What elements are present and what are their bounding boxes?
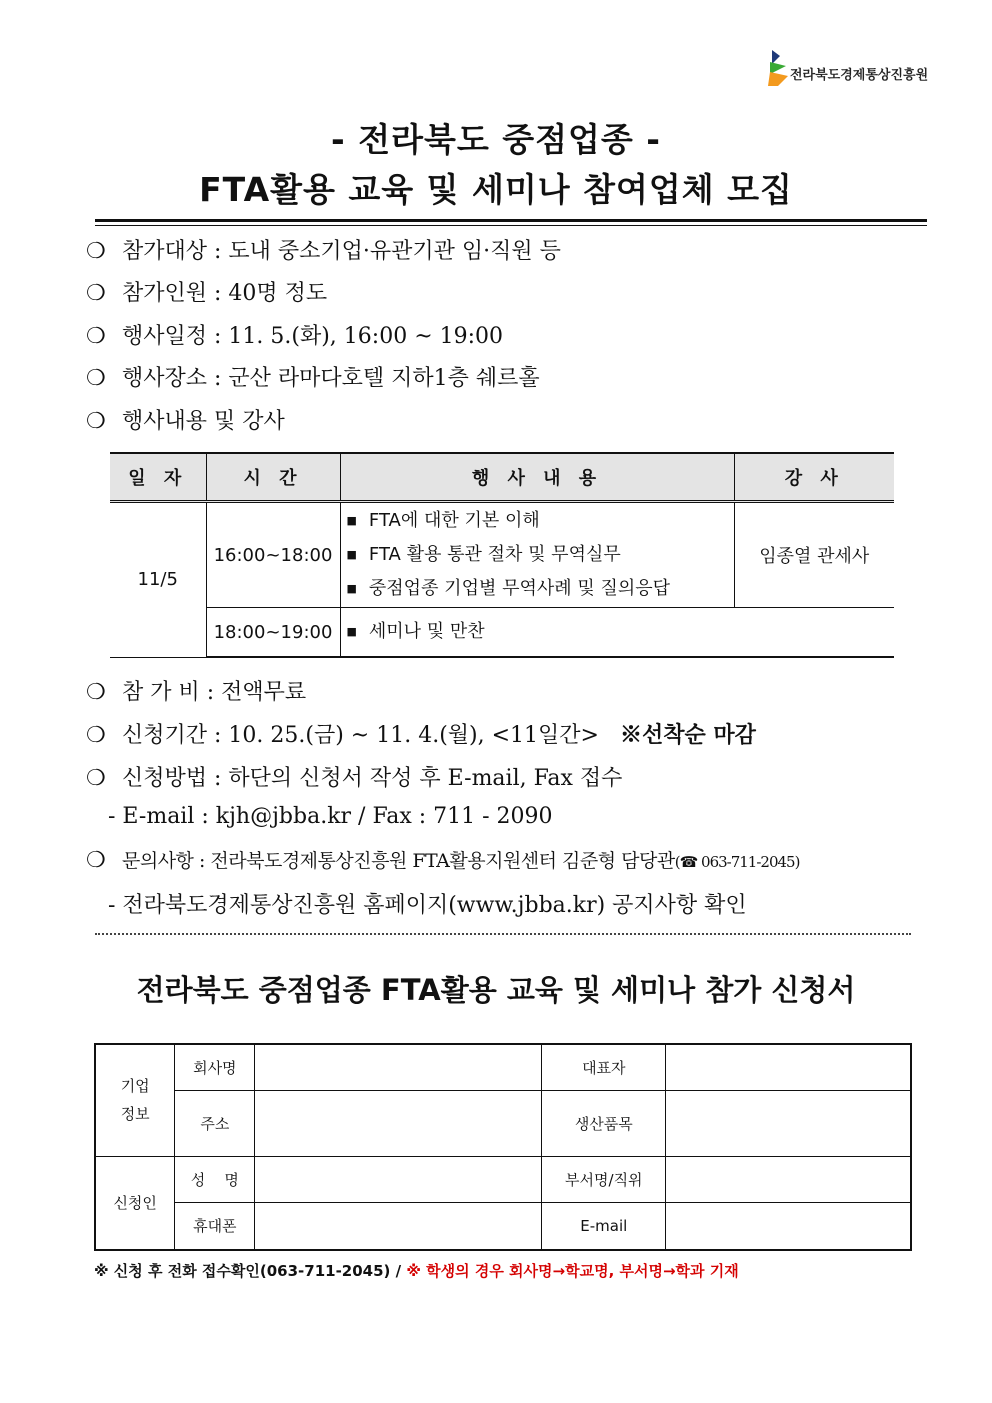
- deadline-note: ※선착순 마감: [619, 722, 756, 748]
- info-period: ❍ 신청기간 : 10. 25.(금) ~ 11. 4.(월), <11일간> ※선착순 마감: [86, 722, 756, 748]
- info-method: ❍ 신청방법 : 하단의 신청서 작성 후 E-mail, Fax 접수: [86, 766, 623, 791]
- form-title: 전라북도 중점업종 FTA활용 교육 및 세미나 참가 신청서: [136, 973, 856, 1007]
- table-row: [110, 608, 894, 658]
- logo-text: 전라북도경제통상진흥원: [790, 68, 929, 83]
- section-divider: [95, 933, 911, 935]
- schedule-table: [110, 452, 894, 658]
- info-schedule: ❍ 행사일정 : 11. 5.(화), 16:00 ~ 19:00: [86, 324, 504, 349]
- dept-field[interactable]: [666, 1156, 911, 1202]
- company-name-field[interactable]: [255, 1044, 542, 1090]
- info-venue: ❍ 행사장소 : 군산 라마다호텔 지하1층 쉐르홀: [86, 366, 540, 391]
- form-label-phone: 휴대폰: [175, 1202, 255, 1250]
- circle-bullet-icon: ❍: [86, 239, 106, 264]
- circle-bullet-icon: ❍: [86, 281, 106, 306]
- form-label-email: E-mail: [542, 1202, 666, 1250]
- form-label-address: 주소: [175, 1090, 255, 1156]
- page-title-line2: FTA활용 교육 및 세미나 참여업체 모집: [199, 170, 793, 209]
- title-divider: [95, 219, 927, 222]
- col-header-lecturer: 강 사: [734, 453, 894, 502]
- list-item: ■ FTA에 대한 기본 이해: [347, 504, 728, 538]
- info-method-contact: - E-mail : kjh@jbba.kr / Fax : 711 - 2090: [108, 804, 553, 829]
- form-label-dept: 부서명/직위: [542, 1156, 666, 1202]
- info-contact: ❍ 문의사항 : 전라북도경제통상진흥원 FTA활용지원센터 김준형 담당관(☎ 063-711-2045): [86, 848, 800, 873]
- schedule-content: [340, 608, 894, 658]
- col-header-time: 시 간: [206, 453, 340, 502]
- circle-bullet-icon: ❍: [86, 848, 106, 873]
- application-form-table: [94, 1043, 912, 1251]
- title-divider-thin: [95, 225, 927, 226]
- list-item: ■ 중점업종 기업별 무역사례 및 질의응답: [347, 572, 728, 606]
- applicant-name-field[interactable]: [255, 1156, 542, 1202]
- info-program: ❍ 행사내용 및 강사: [86, 409, 285, 434]
- form-group-applicant: 신청인: [95, 1156, 175, 1250]
- address-field[interactable]: [255, 1090, 542, 1156]
- info-homepage: - 전라북도경제통상진흥원 홈페이지(www.jbba.kr) 공지사항 확인: [108, 893, 747, 918]
- list-item: ■ FTA 활용 통관 절차 및 무역실무: [347, 538, 728, 572]
- circle-bullet-icon: ❍: [86, 680, 106, 705]
- info-participants: ❍ 참가대상 : 도내 중소기업·유관기관 임·직원 등: [86, 239, 561, 264]
- circle-bullet-icon: ❍: [86, 366, 106, 391]
- circle-bullet-icon: ❍: [86, 723, 106, 748]
- circle-bullet-icon: ❍: [86, 766, 106, 791]
- schedule-content: [340, 502, 734, 608]
- schedule-lecturer: 임종열 관세사: [734, 502, 894, 608]
- ceo-field[interactable]: [666, 1044, 911, 1090]
- form-group-company: 기업 정보: [95, 1044, 175, 1156]
- info-headcount: ❍ 참가인원 : 40명 정도: [86, 281, 328, 306]
- form-note: ※ 신청 후 전화 접수확인(063-711-2045) / ※ 학생의 경우 회사명→학교명, 부서명→학과 기재: [94, 1262, 739, 1280]
- table-row: [110, 502, 894, 608]
- schedule-time: 18:00~19:00: [206, 608, 340, 658]
- product-field[interactable]: [666, 1090, 911, 1156]
- col-header-date: 일 자: [110, 453, 206, 502]
- logo-mark-icon: [766, 48, 792, 88]
- form-label-ceo: 대표자: [542, 1044, 666, 1090]
- form-label-company: 회사명: [175, 1044, 255, 1090]
- info-fee: ❍ 참 가 비 : 전액무료: [86, 680, 307, 705]
- schedule-time: 16:00~18:00: [206, 502, 340, 608]
- contact-phone: (☎ 063-711-2045): [674, 853, 800, 871]
- list-item: ■ 세미나 및 만찬: [347, 615, 889, 649]
- circle-bullet-icon: ❍: [86, 324, 106, 349]
- col-header-content: 행 사 내 용: [340, 453, 734, 502]
- form-label-product: 생산품목: [542, 1090, 666, 1156]
- page-title-line1: - 전라북도 중점업종 -: [331, 120, 661, 159]
- schedule-date: 11/5: [110, 502, 206, 658]
- phone-field[interactable]: [255, 1202, 542, 1250]
- circle-bullet-icon: ❍: [86, 409, 106, 434]
- form-label-name: 성 명: [175, 1156, 255, 1202]
- email-field[interactable]: [666, 1202, 911, 1250]
